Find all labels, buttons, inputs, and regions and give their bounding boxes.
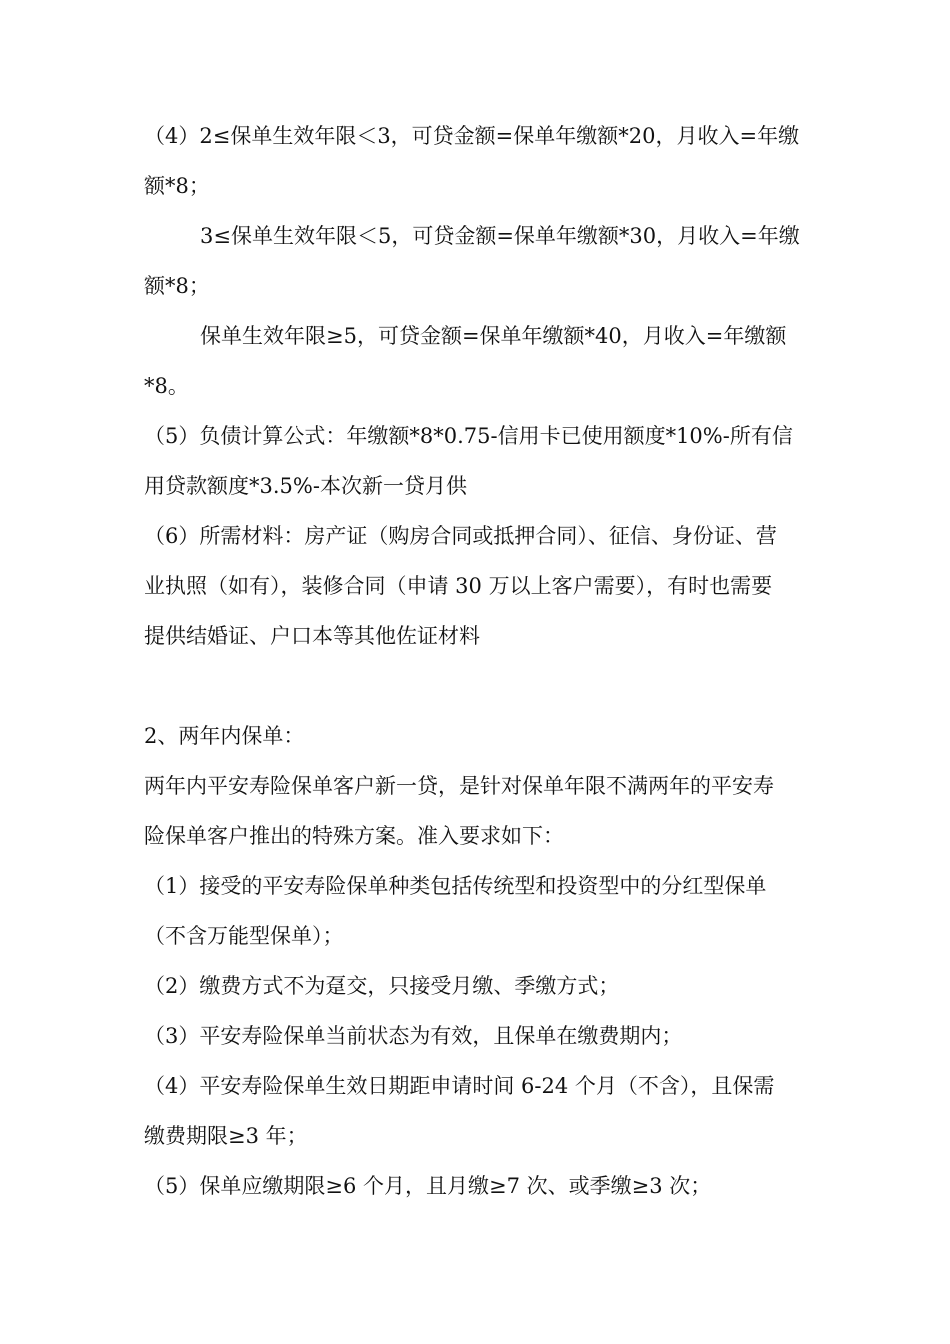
text-line: 保单生效年限≥5，可贷金额=保单年缴额*40，月收入=年缴额: [200, 324, 787, 348]
text-line: （不含万能型保单）；: [144, 924, 344, 948]
text-line: （5）负债计算公式：年缴额*8*0.75-信用卡已使用额度*10%-所有信: [144, 424, 793, 448]
text-line: （6）所需材料：房产证（购房合同或抵押合同）、征信、身份证、营: [144, 524, 777, 548]
section-heading: 2、两年内保单：: [144, 724, 305, 748]
text-line: 险保单客户推出的特殊方案。准入要求如下：: [144, 824, 564, 848]
text-line: （5）保单应缴期限≥6 个月，且月缴≥7 次、或季缴≥3 次；: [144, 1174, 712, 1198]
text-line: 3≤保单生效年限＜5，可贷金额=保单年缴额*30，月收入=年缴: [200, 224, 800, 248]
text-line: 两年内平安寿险保单客户新一贷，是针对保单年限不满两年的平安寿: [144, 774, 774, 798]
text-line: （4）平安寿险保单生效日期距申请时间 6-24 个月（不含），且保需: [144, 1074, 775, 1098]
text-line: 用贷款额度*3.5%-本次新一贷月供: [144, 474, 467, 498]
text-line: （1）接受的平安寿险保单种类包括传统型和投资型中的分红型保单: [144, 874, 767, 898]
text-line: （2）缴费方式不为趸交，只接受月缴、季缴方式；: [144, 974, 620, 998]
text-line: 额*8；: [144, 274, 210, 298]
text-line: （4）2≤保单生效年限＜3，可贷金额=保单年缴额*20，月收入=年缴: [144, 124, 800, 148]
text-line: （3）平安寿险保单当前状态为有效，且保单在缴费期内；: [144, 1024, 683, 1048]
text-line: 提供结婚证、户口本等其他佐证材料: [144, 624, 480, 648]
text-line: 缴费期限≥3 年；: [144, 1124, 308, 1148]
text-line: 额*8；: [144, 174, 210, 198]
text-line: 业执照（如有），装修合同（申请 30 万以上客户需要），有时也需要: [144, 574, 773, 598]
text-line: *8。: [144, 374, 189, 398]
